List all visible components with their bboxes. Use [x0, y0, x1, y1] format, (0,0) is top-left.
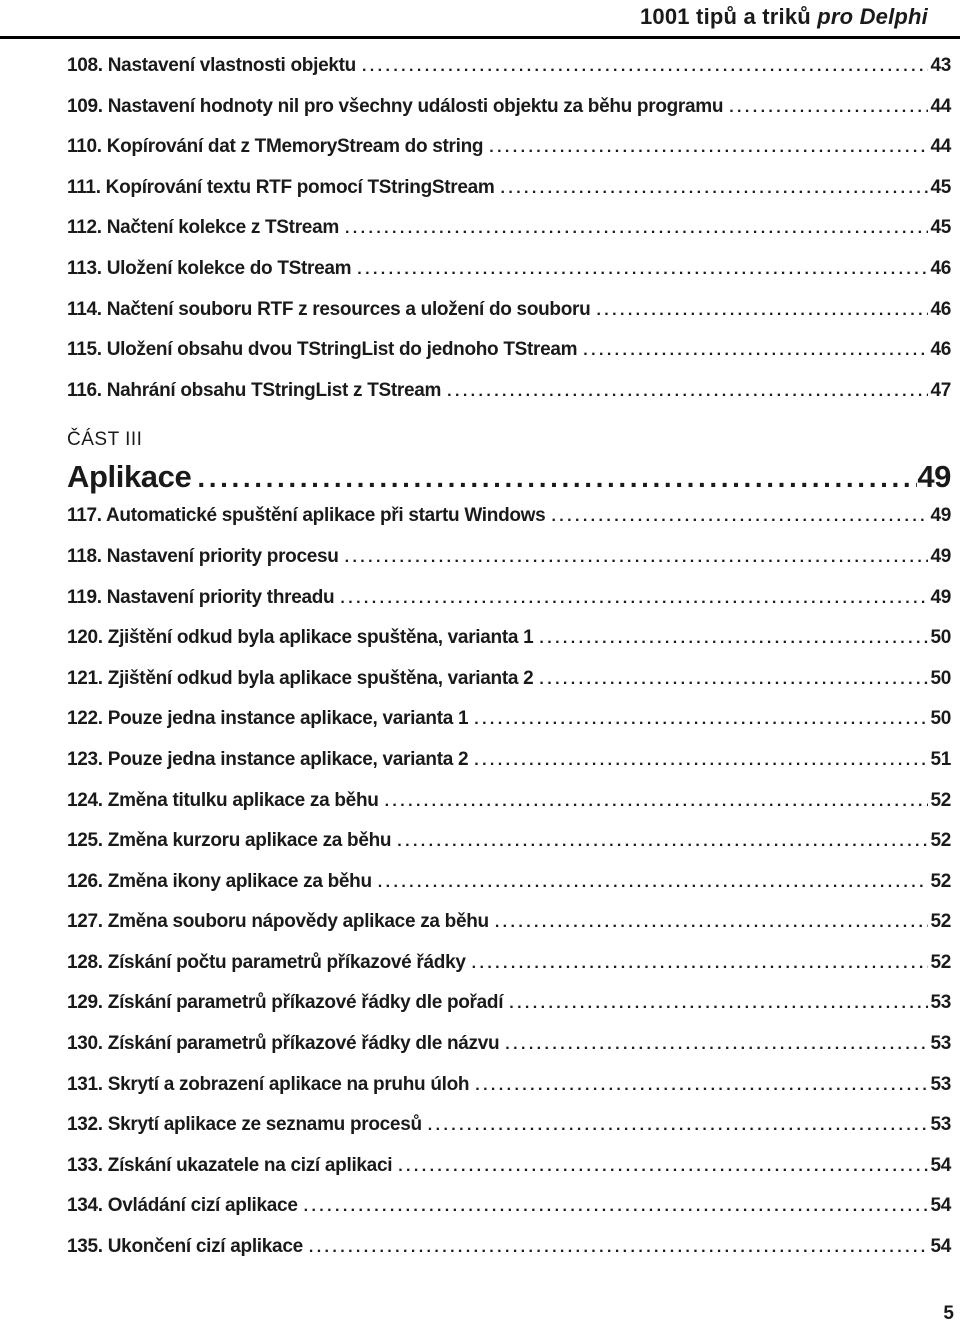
toc-entry-title: 134. Ovládání cizí aplikace [67, 1195, 298, 1217]
toc-entry[interactable] [67, 1195, 955, 1236]
toc-entry-title: 125. Změna kurzoru aplikace za běhu [67, 830, 392, 852]
header-rule [0, 36, 960, 39]
dot-leader [428, 1117, 929, 1135]
toc-entry-title: 129. Získání parametrů příkazové řádky dle pořadí [67, 992, 504, 1014]
dot-leader [357, 261, 928, 279]
toc-entry[interactable] [67, 1074, 955, 1115]
dot-leader [495, 914, 929, 932]
toc-entry-title: 117. Automatické spuštění aplikace při startu Windows [67, 505, 546, 527]
toc-entry-page: 46 [930, 339, 951, 361]
page-number: 5 [943, 1303, 954, 1324]
toc-entry-page: 45 [930, 176, 951, 198]
toc-entry[interactable] [67, 505, 955, 546]
toc-entry-page: 54 [930, 1154, 951, 1176]
toc-entry-page: 53 [930, 1033, 951, 1055]
dot-leader [309, 1239, 929, 1257]
toc-entry[interactable] [67, 952, 955, 993]
toc-entry-page: 46 [930, 298, 951, 320]
toc-entry[interactable] [67, 96, 955, 137]
dot-leader [596, 302, 928, 320]
toc-entry-title: 113. Uložení kolekce do TStream [67, 257, 352, 279]
toc-entry-page: 52 [930, 911, 951, 933]
toc-entry-page: 52 [930, 870, 951, 892]
toc-section-bottom [67, 505, 955, 1276]
running-header [0, 0, 960, 38]
dot-leader [501, 180, 929, 198]
toc-entry[interactable] [67, 627, 955, 668]
toc-entry-page: 43 [930, 55, 951, 76]
toc-entry-page: 53 [930, 1114, 951, 1136]
toc-entry-page: 54 [930, 1236, 951, 1258]
dot-leader [362, 58, 929, 76]
dot-leader [474, 711, 928, 729]
toc-entry-title: 119. Nastavení priority threadu [67, 586, 335, 608]
toc-entry[interactable] [67, 668, 955, 709]
toc-entry-title: 109. Nastavení hodnoty nil pro všechny události objektu za běhu programu [67, 95, 724, 117]
toc-entry[interactable] [67, 587, 955, 628]
toc-entry-title: 126. Změna ikony aplikace za běhu [67, 870, 372, 892]
dot-leader [472, 955, 929, 973]
toc-entry-page: 52 [930, 830, 951, 852]
chapter-title: Aplikace [67, 459, 192, 495]
dot-leader [345, 549, 929, 567]
toc-entry[interactable] [67, 217, 955, 258]
toc-entry[interactable] [67, 749, 955, 790]
toc-entry-page: 49 [930, 505, 951, 527]
toc-entry-page: 46 [930, 257, 951, 279]
dot-leader [729, 99, 928, 117]
toc-entry[interactable] [67, 1236, 955, 1277]
toc-entry[interactable] [67, 708, 955, 749]
toc-entry-page: 47 [930, 379, 951, 401]
toc-entry-page: 50 [930, 708, 951, 730]
toc-entry-page: 51 [930, 748, 951, 770]
dot-leader [398, 1158, 928, 1176]
toc-entry-title: 130. Získání parametrů příkazové řádky dle názvu [67, 1033, 500, 1055]
toc-entry-page: 45 [930, 217, 951, 239]
toc-entry-page: 44 [930, 136, 951, 158]
toc-entry-title: 112. Načtení kolekce z TStream [67, 217, 339, 239]
dot-leader [304, 1198, 929, 1216]
dot-leader [551, 508, 928, 526]
book-title [640, 4, 928, 30]
toc-entry[interactable] [67, 871, 955, 912]
toc-entry-title: 123. Pouze jedna instance aplikace, varianta 2 [67, 748, 469, 770]
dot-leader [474, 752, 928, 770]
dot-leader [378, 874, 929, 892]
dot-leader [539, 671, 928, 689]
toc-entry-page: 50 [930, 627, 951, 649]
toc-entry-page: 49 [930, 586, 951, 608]
toc-entry-title: 122. Pouze jedna instance aplikace, varianta 1 [67, 708, 469, 730]
toc-entry[interactable] [67, 339, 955, 380]
toc-entry[interactable] [67, 1155, 955, 1196]
toc-section-top [67, 55, 955, 420]
dot-leader [509, 995, 928, 1013]
toc-entry[interactable] [67, 830, 955, 871]
toc-entry-page: 52 [930, 951, 951, 973]
toc-entry-page: 53 [930, 992, 951, 1014]
toc-entry-page: 44 [930, 95, 951, 117]
dot-leader [489, 139, 928, 157]
toc-entry-title: 115. Uložení obsahu dvou TStringList do jednoho TStream [67, 339, 578, 361]
toc-entry[interactable] [67, 1033, 955, 1074]
toc-entry-title: 118. Nastavení priority procesu [67, 545, 339, 567]
toc-entry-title: 121. Zjištění odkud byla aplikace spuštěna, varianta 2 [67, 667, 534, 689]
toc-entry-page: 53 [930, 1073, 951, 1095]
book-title-main: 1001 tipů a triků [640, 4, 818, 29]
toc-entry[interactable] [67, 136, 955, 177]
dot-leader [583, 342, 928, 360]
toc-entry[interactable] [67, 911, 955, 952]
dot-leader [340, 590, 928, 608]
toc-entry-title: 120. Zjištění odkud byla aplikace spuštěna, varianta 1 [67, 627, 534, 649]
toc-entry-title: 135. Ukončení cizí aplikace [67, 1236, 303, 1258]
dot-leader [345, 220, 929, 238]
toc-entry-title: 111. Kopírování textu RTF pomocí TStringStream [67, 176, 495, 198]
toc-entry-page: 52 [930, 789, 951, 811]
dot-leader [539, 630, 928, 648]
toc-entry-page: 54 [930, 1195, 951, 1217]
book-title-italic: pro Delphi [817, 4, 928, 29]
dot-leader [397, 833, 928, 851]
toc-entry[interactable] [67, 299, 955, 340]
toc-entry[interactable] [67, 55, 955, 96]
toc-entry[interactable] [67, 177, 955, 218]
toc-entry-title: 114. Načtení souboru RTF z resources a uložení do souboru [67, 298, 591, 320]
toc-entry-title: 116. Nahrání obsahu TStringList z TStream [67, 379, 442, 401]
toc-entry[interactable] [67, 992, 955, 1033]
dot-leader [197, 462, 917, 494]
toc-entry[interactable] [67, 546, 955, 587]
toc-entry-title: 108. Nastavení vlastnosti objektu [67, 55, 356, 76]
part-label: ČÁST III [67, 429, 143, 451]
toc-entry-title: 131. Skrytí a zobrazení aplikace na pruhu úloh [67, 1073, 470, 1095]
toc-entry[interactable] [67, 1114, 955, 1155]
toc-entry-title: 124. Změna titulku aplikace za běhu [67, 789, 379, 811]
dot-leader [475, 1077, 928, 1095]
toc-entry[interactable] [67, 258, 955, 299]
toc-entry-title: 133. Získání ukazatele na cizí aplikaci [67, 1154, 393, 1176]
dot-leader [447, 383, 928, 401]
toc-entry-title: 128. Získání počtu parametrů příkazové řádky [67, 951, 466, 973]
toc-entry-page: 49 [930, 545, 951, 567]
toc-entry[interactable] [67, 790, 955, 831]
toc-entry[interactable] [67, 380, 955, 421]
table-of-contents [67, 55, 955, 1277]
chapter-heading[interactable] [67, 459, 955, 505]
toc-entry-title: 132. Skrytí aplikace ze seznamu procesů [67, 1114, 422, 1136]
toc-entry-page: 50 [930, 667, 951, 689]
toc-entry-title: 127. Změna souboru nápovědy aplikace za běhu [67, 911, 489, 933]
toc-entry-title: 110. Kopírování dat z TMemoryStream do string [67, 136, 484, 158]
dot-leader [505, 1036, 928, 1054]
chapter-page: 49 [917, 459, 951, 495]
dot-leader [385, 793, 929, 811]
